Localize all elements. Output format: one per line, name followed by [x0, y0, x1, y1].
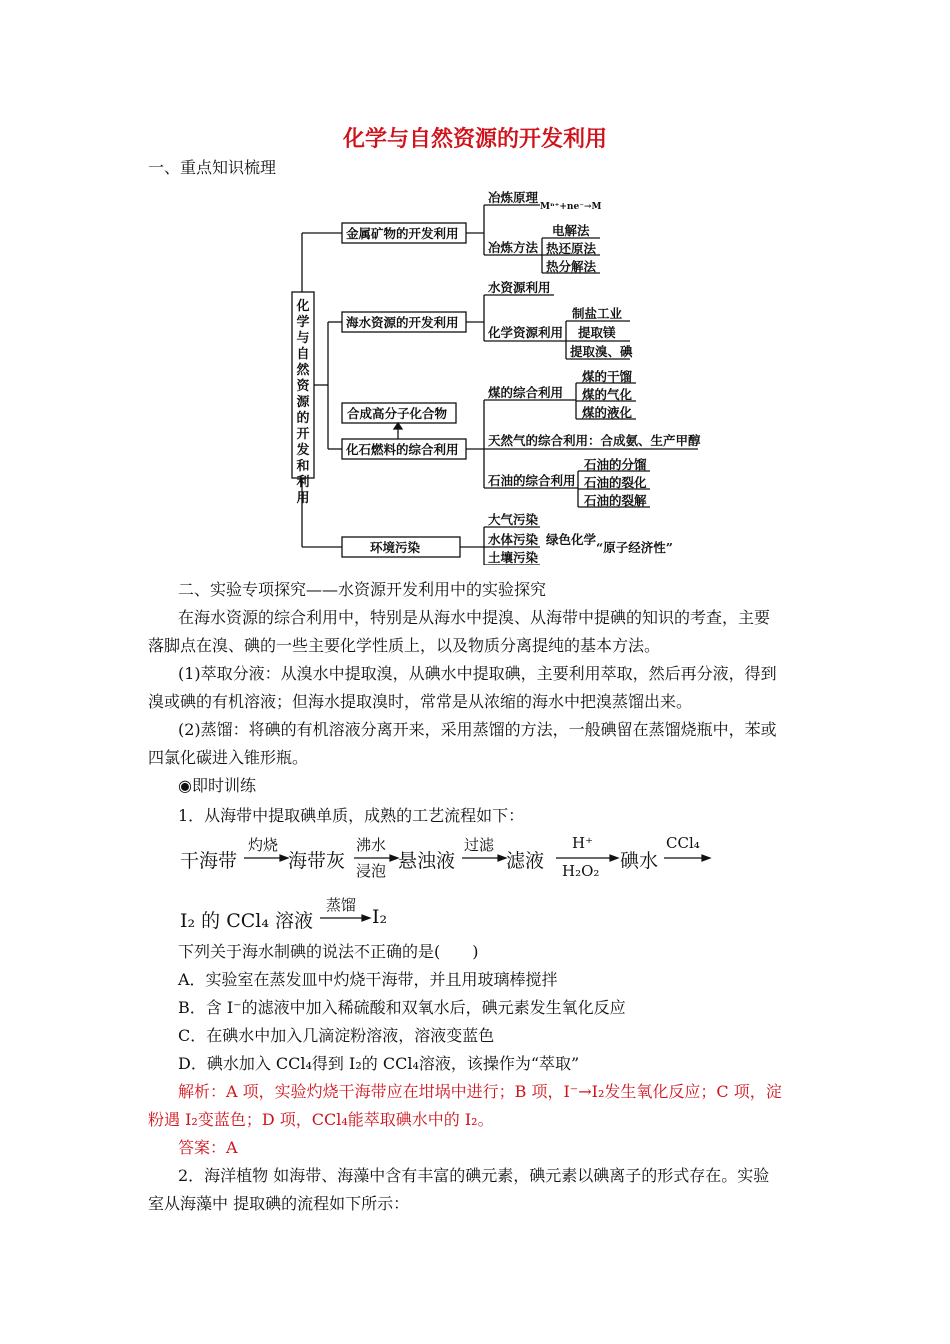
water-chem-item: 提取镁: [578, 325, 616, 340]
flow-condition: 过滤: [464, 836, 495, 854]
flow-step: I₂ 的 CCl₄ 溶液: [180, 910, 314, 932]
flow-step: 滤液: [506, 850, 545, 872]
env-item: 水体污染: [488, 532, 539, 547]
paragraph: 在海水资源的综合利用中，特别是从海水中提溴、从海带中提碘的知识的考查，主要: [178, 608, 771, 627]
flow-step: 悬浊液: [398, 850, 456, 872]
oil-item: 石油的裂化: [584, 475, 647, 490]
oil-item: 石油的分馏: [584, 457, 647, 472]
coal: 煤的综合利用: [488, 385, 564, 400]
question-2: 室从海藻中 提取碘的流程如下所示：: [148, 1194, 410, 1213]
paragraph: 溴或碘的有机溶液；但海水提取溴时，常常是从浓缩的海水中把溴蒸馏出来。: [148, 692, 693, 711]
oil-item: 石油的裂解: [584, 493, 647, 508]
water-chem: 化学资源利用: [488, 325, 564, 340]
paragraph: (2)蒸馏：将碘的有机溶液分离开来，采用蒸馏的方法，一般碘留在蒸馏烧瓶中，苯或: [178, 720, 777, 739]
env-item: 土壤污染: [488, 550, 539, 565]
question-1: 1．从海带中提取碘单质，成熟的工艺流程如下：: [178, 806, 525, 825]
oil: 石油的综合利用: [488, 473, 576, 488]
flow-condition: 蒸馏: [326, 896, 357, 914]
flow-condition: H⁺: [572, 834, 593, 852]
atom-economy: “原子经济性”: [596, 540, 673, 555]
option-c: C．在碘水中加入几滴淀粉溶液，溶液变蓝色: [178, 1026, 495, 1045]
paragraph: 四氯化碳进入锥形瓶。: [148, 748, 309, 767]
section-heading-1: 一、重点知识梳理: [148, 158, 277, 177]
flow-condition: H₂O₂: [562, 862, 600, 880]
option-b: B．含 I⁻的滤液中加入稀硫酸和双氧水后，碘元素发生氧化反应: [178, 998, 626, 1017]
paragraph: (1)萃取分液：从溴水中提取溴，从碘水中提取碘，主要利用萃取，然后再分液，得到: [178, 664, 777, 683]
process-flow: [180, 830, 740, 940]
water-chem-item: 提取溴、碘: [570, 344, 633, 359]
metal-formula: Mⁿ⁺+ne⁻→M: [540, 202, 602, 212]
question-stem: 下列关于海水制碘的说法不正确的是( ): [178, 942, 479, 961]
answer: 答案：A: [178, 1138, 238, 1157]
green-chemistry: 绿色化学: [546, 532, 597, 547]
flow-step: 海带灰: [288, 850, 346, 872]
fossil-box: 化石燃料的综合利用: [346, 442, 459, 457]
coal-item: 煤的液化: [582, 405, 633, 420]
option-d: D．碘水加入 CCl₄得到 I₂的 CCl₄溶液，该操作为“萃取”: [178, 1054, 580, 1073]
metal-box: 金属矿物的开发利用: [346, 226, 459, 241]
water-use: 水资源利用: [488, 280, 551, 295]
metal-method-item: 热分解法: [546, 259, 597, 274]
flow-condition: CCl₄: [666, 834, 700, 852]
metal-method-item: 电解法: [552, 223, 590, 238]
metal-method-item: 热还原法: [546, 241, 597, 256]
analysis: 解析：A 项，实验灼烧干海带应在坩埚中进行；B 项，I⁻→I₂发生氧化反应；C 项，淀: [178, 1082, 782, 1101]
flow-step: 碘水: [620, 850, 659, 872]
knowledge-tree-diagram: [288, 185, 708, 565]
coal-item: 煤的干馏: [582, 369, 633, 384]
section-heading-2: 二、实验专项探究——水资源开发利用中的实验探究: [178, 580, 547, 599]
coal-item: 煤的气化: [582, 387, 633, 402]
page-title: 化学与自然资源的开发利用: [342, 126, 607, 152]
root-label: 化学与自然资源的开发和利用: [296, 299, 310, 506]
env-item: 大气污染: [488, 512, 539, 527]
flow-step: 干海带: [180, 850, 238, 872]
practice-heading: ◉即时训练: [178, 776, 256, 795]
analysis: 粉遇 I₂变蓝色；D 项，CCl₄能萃取碘水中的 I₂。: [148, 1110, 494, 1129]
metal-method: 冶炼方法: [488, 240, 539, 255]
natural-gas: 天然气的综合利用：合成氨、生产甲醇: [488, 433, 701, 448]
flow-condition: 浸泡: [356, 862, 387, 880]
metal-principle: 冶炼原理: [488, 190, 539, 205]
flow-condition: 沸水: [356, 836, 387, 854]
flow-condition: 灼烧: [248, 836, 279, 854]
water-box: 海水资源的开发利用: [346, 315, 459, 330]
question-2: 2．海洋植物 如海带、海藻中含有丰富的碘元素，碘元素以碘离子的形式存在。实验: [178, 1166, 770, 1185]
water-chem-item: 制盐工业: [572, 306, 623, 321]
flow-step: I₂: [372, 906, 388, 928]
env-box: 环境污染: [370, 540, 421, 555]
polymer-box: 合成高分子化合物: [347, 406, 448, 421]
paragraph: 落脚点在溴、碘的一些主要化学性质上，以及物质分离提纯的基本方法。: [148, 636, 661, 655]
option-a: A．实验室在蒸发皿中灼烧干海带，并且用玻璃棒搅拌: [178, 970, 558, 989]
